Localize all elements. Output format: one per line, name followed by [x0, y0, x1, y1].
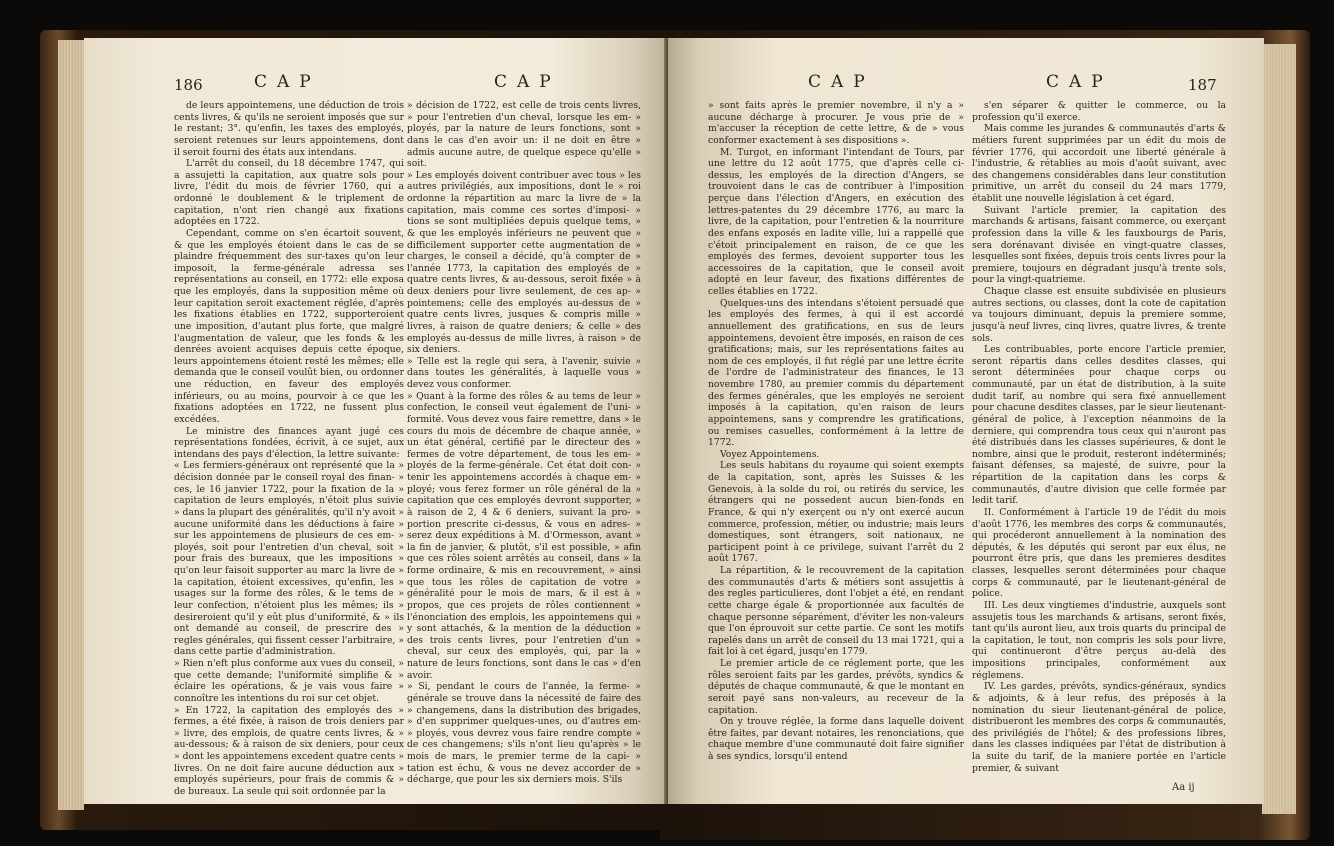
paragraph: » Quant à la forme des rôles & au tems de leur » confection, le conseil veut également de l'uni- » formité. Vous devez vous faire remettre, dans » le cours du mois de décembre de chaque année, » un état général, certifié par le directeur des » fermes de votre département, de tous les em- » ployés de la ferme-générale. Cet état doit con- » tenir les appointemens accordés à chaque em- » ployé; vous ferez former un rôle général de la » capitation que ces employés devront supporter, » à raison de 2, 4 & 6 deniers, suivant la pro- » portion prescrite ci-dessus, & vous en adres- » serez deux expéditions à M. d'Ormesson, avant » la fin de janvier, & plutôt, s'il est possible, » afin que ces rôles soient arrêtés au conseil, dans » la forme ordinaire, & mis en recouvrement, » ainsi que tous les rôles de capitation de votre » généralité pour le mois de mars, & il est à » propos, que ces projets de rôles contiennent » l'énonciation des emplois, les appointemens qui » y sont attachés, & la mention de la déduction » des trois cents livres, pour l'entretien d'un » cheval, sur ceux des employés, qui, par la » nature de leurs fonctions, sont dans le cas » d'en avoir.	[407, 390, 641, 681]
paragraph: » Telle est la regle qui sera, à l'avenir, suivie » dans toutes les généralités, à laquelle vous » devez vous conformer.	[407, 355, 641, 390]
signature-mark: Aa ij	[1172, 782, 1195, 793]
paragraph: Suivant l'article premier, la capitation des marchands & artisans, faisant commerce, ou exerçant profession dans la ville & les fauxbourgs de Paris, sera dorénavant divisée en vingt-quatre classes, lesquelles sont fixées, depuis trois cents livres pour la premiere, toujours en dégradant jusqu'à trente sols, pour la vingt-quatrieme.	[972, 204, 1226, 286]
paragraph: » sont faits après le premier novembre, il n'y a » aucune décharge à procurer. Je vous prie de » m'accuser la réception de cette lettre, & de » vous conformer exactement à ses dispositions ».	[708, 100, 964, 146]
running-head-left-2: CAP	[494, 72, 561, 92]
paragraph: Chaque classe est ensuite subdivisée en plusieurs autres sections, ou classes, dont la cote de capitation va toujours diminuant, depuis la premiere somme, jusqu'à neuf livres, cinq livres, quatre livres, & trente sols.	[972, 286, 1226, 344]
paragraph: Voyez Appointemens.	[720, 448, 820, 460]
paragraph: M. Turgot, en informant l'intendant de Tours, par une lettre du 12 août 1775, que d'après celle ci-dessus, les employés de la direction d'Angers, se trouvoient dans le cas de contribuer à l'imposition perçue dans l'élection d'Angers, en exécution des lettres-patentes du 29 décembre 1776, au marc la livre, de la capitation, pour l'entretien & la nourriture des enfans exposés en ladite ville, lui a rappellé que c'étoit principalement en raison, de ce que les employés des fermes, devoient supporter tous les accessoires de la capitation, que le conseil avoit adopté en leur faveur, des fixations différentes de celles établies en 1722.	[708, 146, 964, 297]
page-number-left: 186	[174, 76, 203, 94]
running-head-right-2: CAP	[1046, 72, 1113, 92]
paragraph: » Rien n'eft plus conforme aux vues du conseil, » que cette demande; l'uniformité simplifie & » éclaire les opérations, & je vais vous faire » connoître les intentions du roi sur cet objet.	[174, 658, 404, 704]
paragraph: Le premier article de ce réglement porte, que les rôles seroient faits par les gardes, prévôts, syndics & députés de chaque communauté, & que le montant en seroit payé sans non-valeurs, au receveur de la capitation.	[708, 658, 964, 716]
page-number-right: 187	[1188, 76, 1217, 94]
left-page	[84, 38, 670, 804]
paragraph: L'arrêt du conseil, du 18 décembre 1747, qui a assujetti la capitation, aux quatre sols pour livre, l'édit du mois de février 1760, qui a ordonné le doublement & le triplement de capitation, n'ont rien changé aux fixations adoptées en 1722.	[174, 158, 404, 228]
paragraph: » En 1722, la capitation des employés des » fermes, a été fixée, à raison de trois deniers par » livre, des emplois, de quatre cents livres, & » au-dessous; & à raison de six deniers, pour ceux » dont les appointemens excedent quatre cents » livres. On ne doit faire aucune déduction aux » employés supérieurs, pour frais de commis & » de bureaux. La seule qui soit ordonnée par la	[174, 704, 404, 797]
paragraph: III. Les deux vingtiemes d'industrie, auxquels sont assujetis tous les marchands & artisans, seront fixés, tant qu'ils auront lieu, aux trois quarts du principal de la capitation, le tout, non compris les sols pour livre, qui continueront d'être perçus au-delà des impositions principales, conformément aux réglemens.	[972, 599, 1226, 681]
paragraph: Les contribuables, porte encore l'article premier, seront répartis dans celles desdites classes, qui seront déterminées pour chaque corps ou communauté, par un état de distribution, à la suite dudit tarif, au nombre qui sera fixé annuellement pour chacune desdites classes, par le sieur lieutenant-général de police, à l'exception néanmoins de la derniere, qui comprendra tous ceux qui n'auront pas été distribués dans les classes supérieures, & dont le nombre, ainsi que le produit, resteront indéterminés; faisant défenses, sa majesté, de suivre, pour la répartition de la capitation dans les corps & communautés, d'autre division que celle formée par ledit tarif.	[972, 344, 1226, 507]
page-edges-right	[1262, 44, 1296, 814]
paragraph: On y trouve réglée, la forme dans laquelle doivent être faites, par devant notaires, les renonciations, que chaque membre d'une communauté doit faire signifier à ses syndics, lorsqu'il entend	[708, 716, 964, 762]
paragraph: La répartition, & le recouvrement de la capitation des communautés d'arts & métiers sont assujettis à des regles particulieres, dont l'objet a été, en rendant cette charge égale & proportionnée aux facultés de chaque personne séparément, d'éviter les non-valeurs que l'on éprouvoit sur cette partie. Ce sont les motifs rapelés dans un arrêt de conseil du 13 mai 1721, qui a fait loi à cet égard, jusqu'en 1779.	[708, 565, 964, 658]
paragraph: Mais comme les jurandes & communautés d'arts & métiers furent supprimées par un édit du mois de février 1776, qui accordoit une liberté générale à l'industrie, & rétablies au mois d'août suivant, avec des changemens considérables dans leur constitution primitive, un arrêt du conseil du 24 mars 1779, établit une nouvelle législation à cet égard.	[972, 123, 1226, 204]
paragraph: de leurs appointemens, une déduction de trois cents livres, & qu'ils ne seroient imposés que sur le restant; 3°. qu'enfin, les taxes des employés, seroient retenues sur leurs appointemens, dont il seroit fourni des états aux intendans.	[174, 100, 404, 158]
paragraph: « Les fermiers-généraux ont représenté que la » décision donnée par le conseil royal des finan- » ces, le 16 janvier 1722, pour la fixation de la » capitation de leurs employés, n'étoit plus suivie » dans la plupart des généralités, qu'il n'y avoit » aucune uniformité dans les déductions à faire » sur les appointemens de plusieurs de ces em- » ployés, soit pour l'entretien d'un cheval, soit » pour frais des bureaux, que les impositions » qu'on leur faisoit supporter au marc la livre de » la capitation, étoient excessives, qu'enfin, les » usages sur la forme des rôles, & le tems de » leur confection, n'étoient plus les mêmes; ils » desireroient qu'il y eût plus d'uniformité, & » ils ont demandé au conseil, de prescrire des » regles générales, qui fissent cesser l'arbitraire, » dans cette partie d'administration.	[174, 460, 404, 658]
right-page-column-2	[972, 100, 1226, 780]
right-page	[668, 38, 1264, 804]
page-edges-left	[58, 40, 84, 810]
paragraph: » décision de 1722, est celle de trois cents livres, » pour l'entretien d'un cheval, lorsque les em- » ployés, par la nature de leurs fonctions, sont » dans le cas d'en avoir un: il ne doit en être » admis aucune autre, de quelque espece qu'elle » soit.	[407, 100, 641, 170]
running-head-right-1: CAP	[808, 72, 875, 92]
paragraph: Les seuls habitans du royaume qui soient exempts de la capitation, sont, après les Suisses & les Genevois, à la solde du roi, ou retirés du service, les étrangers qui ne possedent aucun bien-fonds en France, & qui n'y exerçent ou n'y ont exercé aucun commerce, profession, métier, ou industrie; mais leurs domestiques, sont étrangers, soit nationaux, ne participent point à ce privilege, suivant l'arrêt du 2 août 1767.	[708, 460, 964, 565]
running-head-left-1: CAP	[254, 72, 321, 92]
left-page-column-2	[407, 100, 641, 790]
right-page-column-1	[708, 100, 964, 790]
paragraph: Cependant, comme on s'en écartoit souvent, & que les employés étoient dans le cas de se plaindre fréquemment des sur-taxes qu'on leur imposoit, la ferme-générale adressa ses représentations au conseil, en 1772: elle exposa que les employés, dans la supposition même où leur capitation seroit exactement réglée, d'après les fixations établies en 1722, supporteroient une imposition, d'autant plus forte, que malgré l'augmentation de valeur, que les fonds & les denrées avoient acquises depuis cette époque, leurs appointemens étoient resté les mêmes; elle demanda que le conseil voulût bien, ou ordonner une réduction, en faveur des employés inférieurs, ou au moins, pourvoir à ce que les fixations adoptées en 1722, ne fussent plus excédées.	[174, 227, 404, 425]
paragraph: II. Conformément à l'article 19 de l'édit du mois d'août 1776, les membres des corps & communautés, qui procéderont annuellement à la nomination des députés, & les députés qui seront par eux élus, ne pourront être pris, que dans les premieres desdites classes, lesquelles seront déterminées pour chaque corps & communauté, par le lieutenant-général de police.	[972, 506, 1226, 600]
paragraph: Quelques-uns des intendans s'étoient persuadé que les employés des fermes, à qui il est accordé annuellement des gratifications, en sus de leurs appointemens, devoient être imposés, en raison de ces gratifications; mais, sur les représentations faites au nom de ces employés, il fut réglé par une lettre écrite de l'ordre de l'administrateur des finances, le 13 novembre 1780, au premier commis du département des fermes générales, que les employés ne seroient imposés à la capitation, qu'en raison de leurs appointemens, sans y comprendre les gratifications, ou remises casuelles, conformément à la lettre de 1772.	[708, 297, 964, 449]
paragraph: » Si, pendant le cours de l'année, la ferme- » générale se trouve dans la nécessité de faire des » changemens, dans la distribution des brigades, » d'en supprimer quelques-unes, ou d'autres em- » ployés, vous devrez vous faire rendre compte » de ces changemens; s'ils n'ont lieu qu'après » le mois de mars, le premier terme de la capi- » tation est échu, & vous ne devez accorder de » décharge, que pour les six derniers mois. S'ils	[407, 681, 641, 786]
paragraph: s'en séparer & quitter le commerce, ou la profession qu'il exerce.	[972, 100, 1226, 123]
left-page-column-1	[174, 100, 404, 797]
paragraph: Le ministre des finances ayant jugé ces représentations fondées, écrivit, à ce sujet, aux intendans des pays d'élection, la lettre suivante:	[174, 425, 404, 460]
paragraph: IV. Les gardes, prévôts, syndics-généraux, syndics & adjoints, & à leur refus, des préposés à la nomination du sieur lieutenant-général de police, distribueront les membres des corps & communautés, des privilégiés de l'hôtel; & des professions libres, dans les classes indiquées par l'état de distribution à la suite du tarif, de la maniere portée en l'article premier, & suivant	[972, 681, 1226, 774]
paragraph: » Les employés doivent contribuer avec tous » les autres privilégiés, aux impositions, dont le » roi ordonne la répartition au marc la livre de » la capitation, mais comme ces sortes d'imposi- » tions se sont multipliées depuis quelque tems, » & que les employés inférieurs ne peuvent que » difficilement supporter cette augmentation de » charges, le conseil a décidé, qu'à compter de » l'année 1773, la capitation des employés de » quatre cents livres, & au-dessous, seroit fixée » à deux deniers pour livre seulement, de ces ap- » pointemens; celle des employés au-dessus de » quatre cents livres, jusques & compris mille » livres, à raison de quatre deniers; & celle » des employés au-dessus de mille livres, à raison » de six deniers.	[407, 169, 641, 356]
